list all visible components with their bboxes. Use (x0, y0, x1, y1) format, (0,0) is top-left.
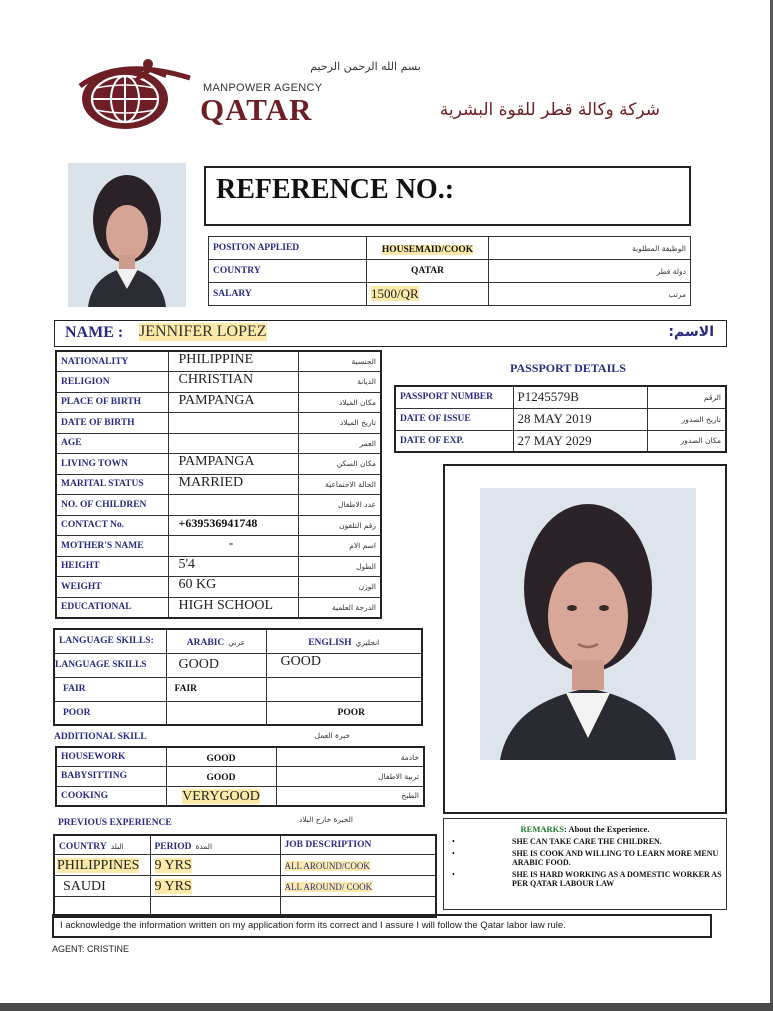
additional-skill-ar: تربية الاطفال (276, 767, 424, 787)
personal-label: AGE (56, 433, 168, 454)
remarks-list (444, 837, 726, 888)
country-ar: دولة قطر (489, 260, 691, 283)
passport-value: P1245579B (513, 386, 647, 408)
additional-skill-ar: خادمة (276, 747, 424, 767)
remark-bullet-icon: • (452, 870, 455, 879)
position-row (209, 283, 691, 306)
experience-period: 9 YRS (154, 879, 192, 894)
arabic-header-ar: عربي (228, 638, 246, 648)
experience-job-header: JOB DESCRIPTION (280, 835, 436, 855)
additional-skill-ar: الطبخ (276, 786, 424, 806)
position-row (209, 260, 691, 283)
passport-label-ar: مكان الصدور (647, 430, 726, 452)
personal-label: RELIGION (56, 372, 168, 393)
name-value: JENNIFER LOPEZ (139, 323, 267, 340)
passport-label: PASSPORT NUMBER (395, 386, 513, 408)
english-header: ENGLISH (308, 638, 352, 649)
experience-table (53, 834, 437, 918)
language-row (54, 677, 422, 701)
experience-title: PREVIOUS EXPERIENCE (58, 818, 172, 828)
name-bar (54, 320, 727, 347)
additional-skill-label: BABYSITTING (56, 767, 166, 787)
experience-job: ALL AROUND/ COOK (284, 882, 373, 892)
viewer-edge-bottom (0, 1003, 773, 1011)
personal-value: - (168, 536, 298, 557)
additional-skill-row (56, 767, 424, 787)
language-poor-label: POOR (54, 701, 166, 725)
passport-value: 27 MAY 2029 (513, 430, 647, 452)
personal-label-ar: مكان الميلاد (298, 392, 381, 413)
experience-period-cell (150, 855, 280, 876)
language-row (54, 701, 422, 725)
remark-bullet-icon: • (452, 837, 455, 846)
experience-job-cell (280, 876, 436, 897)
passport-row (395, 430, 726, 452)
acknowledge-box (52, 914, 712, 938)
experience-country-header-ar: البلد (110, 842, 124, 851)
experience-row (54, 876, 436, 897)
language-fair-label: FAIR (54, 677, 166, 701)
experience-country: SAUDI (63, 879, 106, 894)
experience-country-cell (54, 876, 150, 897)
experience-period-header (150, 835, 280, 855)
language-skills-label: LANGUAGE SKILLS (54, 653, 166, 677)
personal-row (56, 413, 381, 434)
personal-label-ar: الديانة (298, 372, 381, 393)
personal-row (56, 515, 381, 536)
english-header-ar: انجليزي (355, 638, 380, 648)
additional-skill-title-ar: خبرة العمل (314, 731, 350, 740)
name-label: NAME : (65, 324, 124, 341)
personal-label-ar: اسم الام (298, 536, 381, 557)
personal-label: WEIGHT (56, 577, 168, 598)
experience-job: ALL AROUND/COOK (284, 861, 370, 871)
personal-label-ar: مكان السكن (298, 454, 381, 475)
additional-skill-label: HOUSEWORK (56, 747, 166, 767)
personal-row (56, 597, 381, 618)
personal-label-ar: العمر (298, 433, 381, 454)
additional-skill-table (55, 746, 425, 807)
reference-box (204, 166, 691, 226)
experience-country: PHILIPPINES (57, 858, 140, 873)
country-label: COUNTRY (209, 260, 367, 283)
position-applied-cell (367, 237, 489, 260)
language-poor-arabic (166, 701, 266, 725)
experience-period: 9 YRS (154, 858, 192, 873)
arabic-header-cell (166, 629, 266, 653)
remark-item (444, 849, 726, 867)
personal-label: NO. OF CHILDREN (56, 495, 168, 516)
experience-period-cell (150, 876, 280, 897)
salary-value: 1500/QR (371, 286, 419, 301)
additional-skill-cell (166, 767, 276, 787)
remarks-title-rest: : About the Experience. (563, 824, 650, 834)
position-applied-label: POSITON APPLIED (209, 237, 367, 260)
passport-row (395, 408, 726, 430)
remark-item (444, 870, 726, 888)
remark-text: SHE CAN TAKE CARE THE CHILDREN. (512, 837, 662, 846)
agency-name-line1: MANPOWER AGENCY (203, 82, 323, 94)
personal-label-ar: الجنسية (298, 351, 381, 372)
applicant-photo-large (480, 488, 696, 760)
experience-country-header-text: COUNTRY (59, 842, 107, 852)
position-table (208, 236, 691, 306)
agency-logo-globe (70, 56, 195, 141)
language-header-label: LANGUAGE SKILLS: (54, 629, 166, 653)
agency-name-arabic: شركة وكالة قطر للقوة البشرية (439, 100, 660, 120)
salary-label: SALARY (209, 283, 367, 306)
language-poor-english: POOR (266, 701, 422, 725)
personal-value (168, 495, 298, 516)
personal-row (56, 474, 381, 495)
language-arabic-value: GOOD (166, 653, 266, 677)
personal-label-ar: الطول (298, 556, 381, 577)
remark-text: SHE IS HARD WORKING AS A DOMESTIC WORKER AS PER QATAR LABOUR LAW (512, 870, 722, 888)
experience-row (54, 855, 436, 876)
additional-skill-row (56, 786, 424, 806)
personal-details-table (55, 350, 382, 619)
remarks-box (443, 818, 727, 910)
remarks-title (444, 824, 726, 834)
remark-text: SHE IS COOK AND WILLING TO LEARN MORE MENU ARABIC FOOD. (512, 849, 719, 867)
personal-label: NATIONALITY (56, 351, 168, 372)
acknowledge-text: I acknowledge the information written on my application form its correct and I assure I will follow the Qatar labor law rule. (60, 920, 566, 931)
personal-value: 5'4 (168, 556, 298, 577)
personal-value: PAMPANGA (168, 454, 298, 475)
personal-row (56, 556, 381, 577)
experience-country-header (54, 835, 150, 855)
personal-value (168, 433, 298, 454)
personal-label-ar: تاريخ الميلاد (298, 413, 381, 434)
language-row (54, 653, 422, 677)
experience-title-ar: الخبرة خارج البلاد (298, 815, 353, 824)
position-applied-value: HOUSEMAID/COOK (381, 245, 474, 255)
personal-value (168, 413, 298, 434)
remark-item (444, 837, 726, 846)
personal-row (56, 454, 381, 475)
language-fair-english (266, 677, 422, 701)
position-row (209, 237, 691, 260)
reference-label: REFERENCE NO.: (216, 174, 455, 205)
arabic-header: ARABIC (186, 638, 225, 649)
experience-period-header-ar: المدة (195, 842, 213, 851)
personal-label: EDUCATIONAL (56, 597, 168, 618)
personal-value: PAMPANGA (168, 392, 298, 413)
remark-bullet-icon: • (452, 849, 455, 858)
additional-skill-value: GOOD (206, 773, 236, 784)
personal-label: DATE OF BIRTH (56, 413, 168, 434)
additional-skill-label: COOKING (56, 786, 166, 806)
personal-value: 60 KG (168, 577, 298, 598)
passport-title: PASSPORT DETAILS (510, 361, 626, 375)
applicant-photo-small (68, 163, 186, 307)
personal-label: MOTHER'S NAME (56, 536, 168, 557)
additional-skill-title: ADDITIONAL SKILL (54, 732, 147, 742)
additional-skill-value: VERYGOOD (182, 788, 260, 804)
experience-period-header-text: PERIOD (154, 842, 192, 852)
agency-name-line2: QATAR (200, 92, 313, 127)
position-applied-ar: الوظيفة المطلوبة (489, 237, 691, 260)
passport-label: DATE OF ISSUE (395, 408, 513, 430)
personal-value: CHRISTIAN (168, 372, 298, 393)
personal-label: CONTACT No. (56, 515, 168, 536)
name-ar: الاسم: (668, 324, 714, 340)
passport-row (395, 386, 726, 408)
experience-job-cell (280, 855, 436, 876)
experience-country-cell (54, 855, 150, 876)
salary-cell (367, 283, 489, 306)
passport-label: DATE OF EXP. (395, 430, 513, 452)
passport-table (394, 385, 727, 453)
personal-row (56, 372, 381, 393)
language-table (53, 628, 423, 726)
experience-header-row (54, 835, 436, 855)
personal-label: LIVING TOWN (56, 454, 168, 475)
passport-label-ar: الرقم (647, 386, 726, 408)
personal-label: HEIGHT (56, 556, 168, 577)
passport-value: 28 MAY 2019 (513, 408, 647, 430)
salary-ar: مرتب (489, 283, 691, 306)
personal-label-ar: الدرجة العلمية (298, 597, 381, 618)
country-value: QATAR (367, 260, 489, 283)
personal-row (56, 433, 381, 454)
remarks-title-label: REMARKS (520, 824, 564, 834)
personal-row (56, 392, 381, 413)
additional-skill-cell (166, 747, 276, 767)
english-header-cell (266, 629, 422, 653)
personal-value: PHILIPPINE (168, 351, 298, 372)
bismillah-text: بسم الله الرحمن الرحيم (310, 60, 421, 73)
personal-value: HIGH SCHOOL (168, 597, 298, 618)
additional-skill-row (56, 747, 424, 767)
additional-skill-value: GOOD (206, 754, 236, 764)
personal-value: MARRIED (168, 474, 298, 495)
personal-row (56, 351, 381, 372)
personal-row (56, 495, 381, 516)
personal-value: +639536941748 (168, 515, 298, 536)
additional-skill-cell (166, 786, 276, 806)
personal-label-ar: عدد الاطفال (298, 495, 381, 516)
language-fair-arabic: FAIR (166, 677, 266, 701)
language-english-value: GOOD (266, 653, 422, 677)
personal-label: PLACE OF BIRTH (56, 392, 168, 413)
personal-label-ar: رقم التلفون (298, 515, 381, 536)
language-header-row (54, 629, 422, 653)
personal-label-ar: الوزن (298, 577, 381, 598)
personal-row (56, 577, 381, 598)
agent-name: AGENT: CRISTINE (52, 944, 130, 954)
personal-row (56, 536, 381, 557)
personal-label: MARITAL STATUS (56, 474, 168, 495)
personal-label-ar: الحالة الاجتماعية (298, 474, 381, 495)
passport-label-ar: تاريخ الصدور (647, 408, 726, 430)
